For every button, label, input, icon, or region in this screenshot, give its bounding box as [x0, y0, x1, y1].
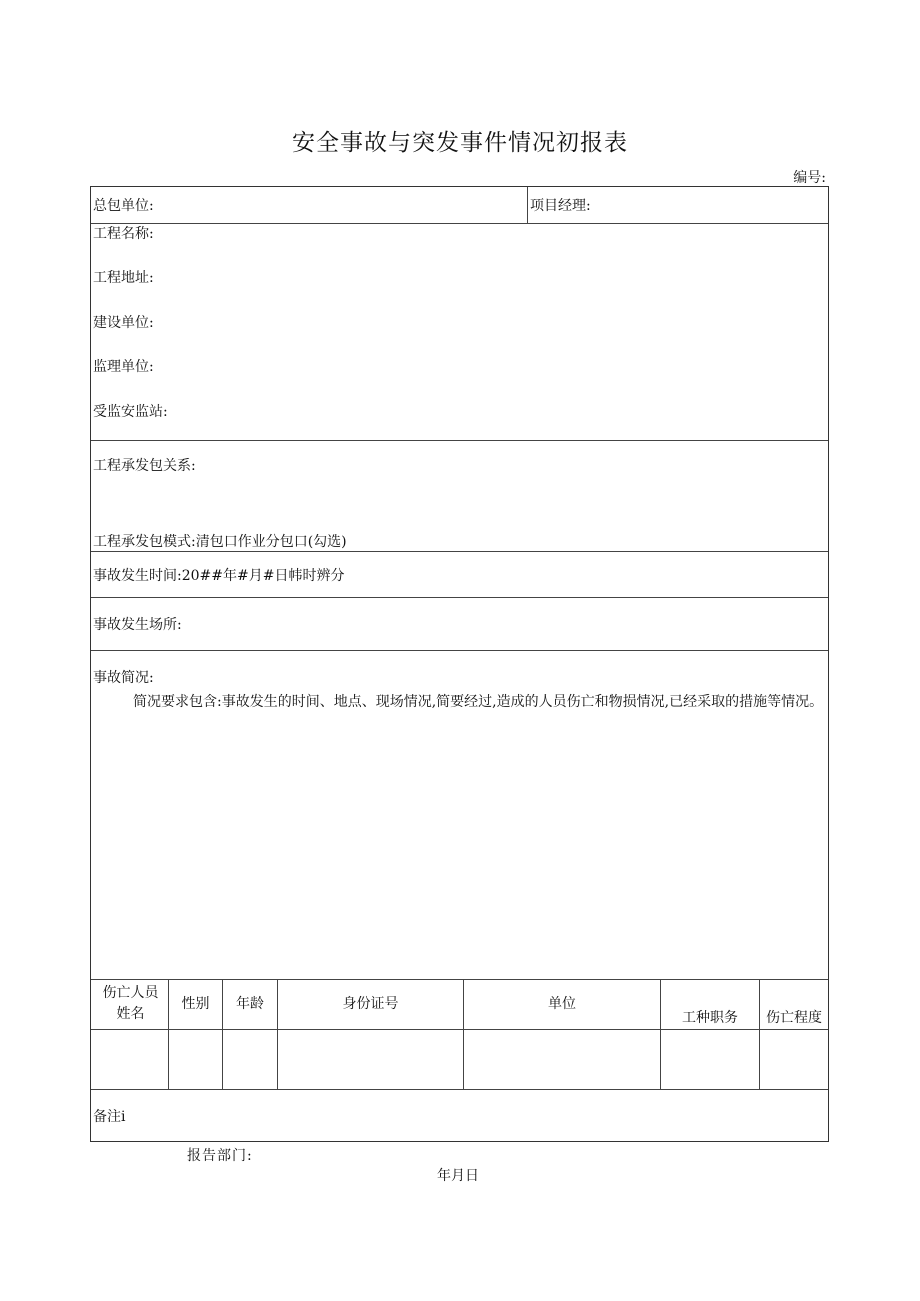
header-name-line2: 姓名 — [116, 1006, 145, 1022]
project-manager-label: 项目经理: — [530, 198, 591, 214]
table-header-bottom-line — [91, 1029, 828, 1030]
header-unit: 单位 — [548, 996, 576, 1012]
project-block-bottom-line — [91, 440, 828, 441]
header-id-number: 身份证号 — [342, 996, 399, 1012]
header-gender: 性别 — [181, 996, 210, 1012]
summary-bottom-line — [91, 979, 828, 980]
safety-station-label: 受监安监站: — [93, 404, 168, 420]
header-name-line1: 伤亡人员 — [102, 985, 159, 1001]
header-name — [93, 983, 168, 1025]
project-address-label: 工程地址: — [93, 270, 154, 286]
row1-divider — [527, 187, 528, 223]
accident-time-label: 事故发生时间:20##年#月#日帏时辨分 — [93, 568, 345, 584]
accident-summary-description: 简况要求包含:事故发生的时间、地点、现场情况,简要经过,造成的人员伤亡和物损情况,已经采取的措施等情况。 — [133, 694, 824, 710]
remarks-label: 备注i — [93, 1109, 126, 1125]
contract-mode-label: 工程承发包模式:清包口作业分包口(勾选) — [93, 534, 347, 550]
contract-relation-label: 工程承发包关系: — [93, 458, 196, 474]
accident-summary-label: 事故简况: — [93, 670, 154, 686]
supervisor-unit-label: 监理单位: — [93, 359, 154, 375]
report-department-label: 报告部门: — [187, 1148, 253, 1164]
header-age: 年龄 — [236, 996, 264, 1012]
report-form — [90, 186, 829, 1142]
project-name-label: 工程名称: — [93, 226, 154, 242]
report-date-label: 年月日 — [437, 1168, 479, 1184]
row1-bottom-line — [91, 223, 828, 224]
table-col-divider — [759, 979, 760, 1089]
header-job: 工种职务 — [682, 1010, 738, 1026]
accident-place-bottom-line — [91, 650, 828, 651]
accident-time-bottom-line — [91, 597, 828, 598]
contract-block-bottom-line — [91, 551, 828, 552]
contractor-label: 总包单位: — [93, 198, 154, 214]
table-bottom-line — [91, 1089, 828, 1090]
builder-unit-label: 建设单位: — [93, 315, 154, 331]
accident-place-label: 事故发生场所: — [93, 617, 182, 633]
serial-number-label: 编号: — [793, 170, 826, 186]
form-title: 安全事故与突发事件情况初报表 — [292, 130, 628, 156]
header-severity: 伤亡程度 — [766, 1010, 822, 1026]
table-col-divider — [660, 979, 661, 1089]
